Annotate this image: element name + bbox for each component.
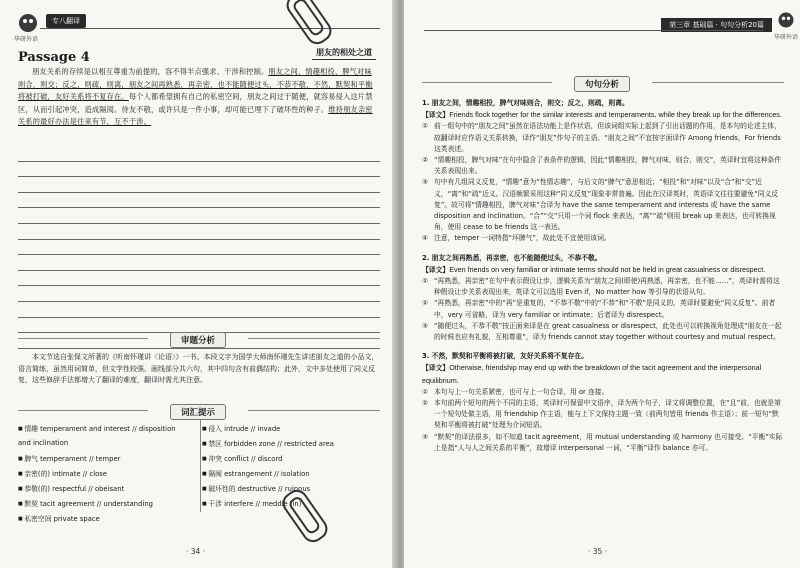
vocab-heading: 词汇提示 — [148, 404, 248, 420]
analysis-note — [422, 155, 784, 177]
left-page — [0, 0, 396, 568]
note-text: “情趣相投，脾气对味”在句中隐含了表条件的逻辑，因此“情趣相投，脾气对味，则合，则交”，英译时宜将这种条件关系表现出来。 — [434, 156, 782, 176]
note-number: ① — [422, 122, 429, 131]
note-number: ① — [422, 277, 429, 286]
series-tag: 专八翻译 — [46, 14, 86, 28]
note-text: “再熟悉，再亲密”中的“再”是重复的，“不恭不敬”中的“不恭”和“不敬”是同义的，英译时要避免“同义反复”。前者中，very 可省略，译为 very familiar or intimate；后者译为 disrespect。 — [434, 299, 776, 319]
note-number: ③ — [422, 178, 429, 187]
note-text: 注意，temper 一词特指“坏脾气”，故此处不宜使用该词。 — [434, 234, 611, 243]
block-gap — [422, 245, 784, 251]
vocab-entry: ■ 禁区 forbidden zone // restricted area — [196, 438, 380, 448]
analysis-note — [422, 276, 784, 298]
section-rule — [18, 410, 148, 411]
section-rule — [18, 338, 148, 339]
vocab-entry: ■ 干涉 interfere // meddle (in) — [196, 498, 380, 508]
underlined-sentences: 朋友之间，情趣相投、脾气对味则合，则交；反之，则疏，则离，朋友之间再熟悉，再亲密，也不能随便过头，不恭不敬，不然，默契和平衡将被打破，友好关系将不复存在。 — [18, 67, 373, 102]
passage-title: 朋友的相处之道 — [312, 46, 376, 60]
analysis-heading: 审题分析 — [148, 332, 248, 348]
vocab-row — [18, 450, 380, 465]
vocab-table — [18, 420, 380, 525]
translation-paragraph — [422, 362, 784, 386]
vocab-entry: ■ 隔阂 estrangement // isolation — [196, 468, 380, 478]
vocab-entry: ■ 脾气 temperament // temper — [18, 453, 196, 463]
note-text: 句中有几组同义反复，“情趣”意为“性情志趣”，与后文的“脾气”意思相近；“相投”和“对味”以及“合”和“交”近义，“离”和“疏”近义。汉语频繁采用这种“同义反复”现象非常普遍。因此在汉译英时，英语译文往往要避免“同义反复”。故可将“情趣相投，脾气对味”合译为 have the same temperament and interests 或 have the same disposition and inclination。“合”“交”只用一个词 flock 来表达，“离”“疏”则用 break up 来表达，也可转换视角，使用 cease to be friends 这一表达。 — [434, 178, 779, 232]
analysis-note — [422, 177, 784, 233]
vocab-row — [18, 465, 380, 480]
note-text: “随便过头，不恭不敬”按正面来译是在 great casualness or disrespect，此处也可以转换视角处理成“朋友在一起的时候也应有礼貌，互相尊重”，译为 friends cannot stay together without courtesy and mutual respect。 — [434, 321, 782, 342]
note-text: “再熟悉，再亲密”在句中表示假设让步，逻辑关系为“朋友之间(即使)再熟悉，再亲密，也不能……”，英译时需将这种假设让步关系表现出来，英译文可以选用 Even if，No matter how 等引导的状语从句。 — [434, 277, 780, 297]
translation-text: Even friends on very familiar or intimate terms should not be held in great casualness or disrespect. — [449, 264, 766, 274]
chapter-header: 第三章 基础篇 · 句句分析20篇 — [661, 18, 772, 32]
section-rule — [422, 82, 552, 83]
note-number: ④ — [422, 234, 429, 243]
section-rule — [652, 82, 784, 83]
vocab-entry: ■ 侵入 intrude // invade — [196, 423, 380, 433]
passage-sentence: 每个人都希望拥有自己的私密空间，朋友之间过于随便，就容易侵入这片禁区，从而引起冲突，造成隔阂。 — [18, 92, 373, 114]
passage-text — [18, 66, 378, 129]
note-number: ③ — [422, 432, 429, 441]
translation-paragraph — [422, 109, 784, 121]
translation-paragraph — [422, 264, 784, 276]
publisher-logo-text: 华研外语 — [14, 36, 39, 43]
vocab-row — [18, 480, 380, 495]
vocab-entry: ■ 破坏性的 destructive // ruinous — [196, 483, 380, 493]
vocab-entry: ■ 私密空间 private space — [18, 513, 196, 523]
vocab-entry: ■ 情趣 temperament and interest // disposition — [18, 423, 196, 433]
sentence-heading: 1. 朋友之间，情趣相投，脾气对味则合，则交；反之，则疏，则离。 — [422, 99, 629, 107]
vocab-entry: ■ 亲密(的) intimate // close — [18, 468, 196, 478]
note-number: ② — [422, 299, 429, 308]
translation-label: 【译文】 — [422, 265, 450, 274]
page-number: · 35 · — [588, 547, 608, 556]
passage-sentence: 朋友关系的存续是以相互尊重为前提的，容不得半点强求、干涉和控制。 — [32, 67, 269, 76]
note-text: 本句与上一句关系紧密，也可与上一句合译，用 or 连接。 — [434, 387, 609, 396]
vocab-entry: ■ 默契 tacit agreement // understanding — [18, 498, 196, 508]
publisher-logo-icon — [776, 10, 796, 30]
vocab-entry: ■ 恭敬(的) respectful // obeisant — [18, 483, 196, 493]
vocab-entry: ■ 冲突 conflict // discord — [196, 453, 380, 463]
publisher-logo-icon — [16, 12, 40, 34]
note-number: ③ — [422, 321, 429, 330]
vocab-divider — [200, 420, 201, 512]
block-gap — [422, 343, 784, 349]
section-rule — [248, 410, 380, 411]
vocab-row — [18, 495, 380, 510]
translation-label: 【译文】 — [422, 111, 450, 120]
analysis-note — [422, 398, 784, 432]
publisher-logo-text: 华研外语 — [773, 34, 798, 41]
vocab-entry: and inclination — [18, 438, 69, 447]
analysis-note — [422, 298, 784, 320]
right-page — [404, 0, 800, 568]
note-number: ② — [422, 156, 429, 165]
section-rule — [248, 338, 380, 339]
translation-text: Friends flock together for the similar interests and temperaments, while they break up for the differences. — [449, 110, 782, 120]
translation-label: 【译文】 — [422, 364, 450, 373]
analysis-note — [422, 387, 784, 398]
passage-sentence: 待友不敬，或许只是一件小事，却可能已埋下了破坏性的种子。 — [121, 104, 329, 114]
page-number: · 34 · — [186, 547, 206, 556]
analysis-note — [422, 233, 784, 244]
note-number: ② — [422, 399, 429, 408]
sentence-analysis-heading: 句句分析 — [552, 76, 652, 92]
note-number: ① — [422, 387, 429, 396]
passage-label: Passage 4 — [18, 50, 90, 65]
answer-lines[interactable] — [18, 146, 380, 349]
vocab-row — [18, 420, 380, 435]
analysis-text: 本文节选自张保文所著的《听南怀瑾讲〈论语〉》一书。本段文字为国学大师南怀瑾先生讲述朋友之道的小品文，语言简练，虽然用词简单，但文学性较强。画线部分共六句，其中四句含有前偶结构；此外，文中多处使用了同义反复，这些修辞手法都增大了翻译的难度，翻译时需尤其注意。 — [18, 353, 379, 385]
vocab-row — [18, 435, 380, 450]
note-text: 前一组句中的“朋友之间”虽然在语法功能上是作状语，但该词组实际上起到了引出话题的作用，是本句的论述主体，故翻译时应作语义关系转换，译作“朋友”作句子的主语。“朋友之间”不宜按字面译作 Among friends，For friends 这类表述。 — [434, 122, 781, 153]
note-text: “默契”的译法很多，如不知道 tacit agreement，用 mutual understanding 或 harmony 也可接受。“平衡”实际上是指“人与人之间关系的平衡”，故增译 interpersonal 一词，“平衡”译作 balance 亦可。 — [434, 432, 783, 452]
note-text: 本句前两个短句的两个不同的主语，英译时可保留中文语序，译为两个句子，译文将调整位置，在“且”前，也就是第一个短句处做主语，用 friendship 作主语，能与上下文保持主题一致（前两句皆用 friends 作主语）；前一短句“默契和平衡将被打破”处理为介词短语。 — [434, 399, 781, 430]
sentence-analysis-content — [422, 96, 784, 454]
analysis-note — [422, 432, 784, 454]
header-rule — [424, 30, 764, 31]
sentence-heading: 2. 朋友之间再熟悉，再亲密，也不能随便过头，不恭不敬。 — [422, 253, 602, 262]
analysis-note — [422, 121, 784, 155]
translation-text: Otherwise, friendship may end up with the breakdown of the tacit agreement and the interpersonal equilibrium. — [422, 363, 762, 385]
underlined-sentences: 维持朋友亲密关系的最好办法是往来有节，互不干涉。 — [18, 104, 373, 127]
analysis-note — [422, 321, 784, 343]
sentence-heading: 3. 不然，默契和平衡将被打破，友好关系将不复存在。 — [422, 352, 589, 361]
